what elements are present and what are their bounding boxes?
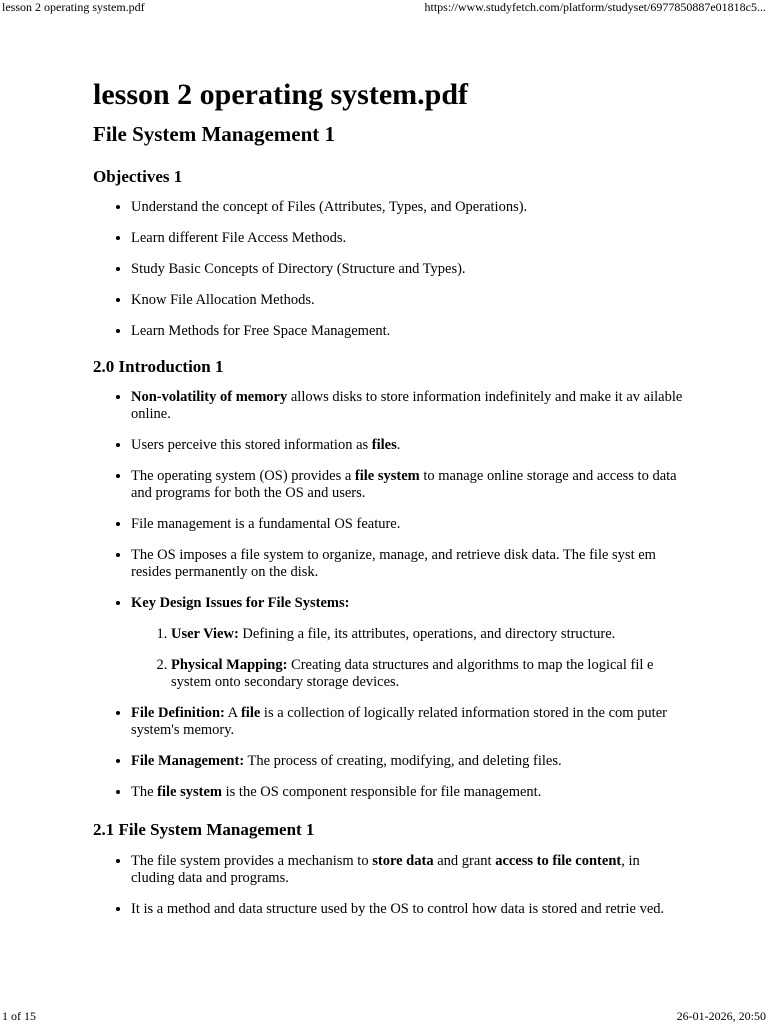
section-title: File System Management 1 xyxy=(93,122,336,146)
fsm-list xyxy=(93,853,683,918)
document-title: lesson 2 operating system.pdf xyxy=(93,78,469,111)
list-item: • File management is a fundamental OS feature. xyxy=(131,516,683,533)
intro-heading: 2.0 Introduction 1 xyxy=(93,357,224,376)
list-item: • Learn Methods for Free Space Management. xyxy=(131,323,683,340)
document-content xyxy=(93,72,683,918)
list-item: • Users perceive this stored information as files. xyxy=(131,437,683,454)
list-item: 2. Physical Mapping: Creating data structures and algorithms to map the logical fil e system onto secondary storage devices. xyxy=(171,657,683,691)
list-item: • The file system is the OS component responsible for file management. xyxy=(131,784,683,801)
list-item: • Know File Allocation Methods. xyxy=(131,292,683,309)
browser-tab-title: lesson 2 operating system.pdf xyxy=(2,0,145,14)
list-item: • The file system provides a mechanism to store data and grant access to file content, in cluding data and programs. xyxy=(131,853,683,887)
print-datetime: 26-01-2026, 20:50 xyxy=(676,1009,766,1023)
list-item: 1. User View: Defining a file, its attributes, operations, and directory structure. xyxy=(171,626,683,643)
list-item: • File Management: The process of creating, modifying, and deleting files. xyxy=(131,753,683,770)
list-item: • It is a method and data structure used by the OS to control how data is stored and retrie ved. xyxy=(131,901,683,918)
list-item: • Learn different File Access Methods. xyxy=(131,230,683,247)
list-item: • The operating system (OS) provides a file system to manage online storage and access to data and programs for both the OS and users. xyxy=(131,468,683,502)
list-item: • File Definition: A file is a collection of logically related information stored in the com puter system's memory. xyxy=(131,705,683,739)
intro-list xyxy=(93,389,683,801)
objectives-list xyxy=(93,199,683,340)
fsm-heading: 2.1 File System Management 1 xyxy=(93,820,315,839)
page-count: 1 of 15 xyxy=(2,1009,36,1023)
list-item: • Understand the concept of Files (Attributes, Types, and Operations). xyxy=(131,199,683,216)
list-item: • The OS imposes a file system to organize, manage, and retrieve disk data. The file syst em resides permanently on the disk. xyxy=(131,547,683,581)
list-item: • Key Design Issues for File Systems: 1. User View: Defining a file, its attributes, operations, and directory structure. 2. Physical Mapping: Creating data structures and algorithms to map the logical fil e system onto secondary storage devices. xyxy=(131,595,683,691)
browser-url: https://www.studyfetch.com/platform/studyset/6977850887e01818c5... xyxy=(424,0,766,14)
list-item: • Non-volatility of memory allows disks to store information indefinitely and make it av ailable online. xyxy=(131,389,683,423)
design-issues-list xyxy=(131,626,683,691)
list-item: • Study Basic Concepts of Directory (Structure and Types). xyxy=(131,261,683,278)
objectives-heading: Objectives 1 xyxy=(93,167,183,186)
